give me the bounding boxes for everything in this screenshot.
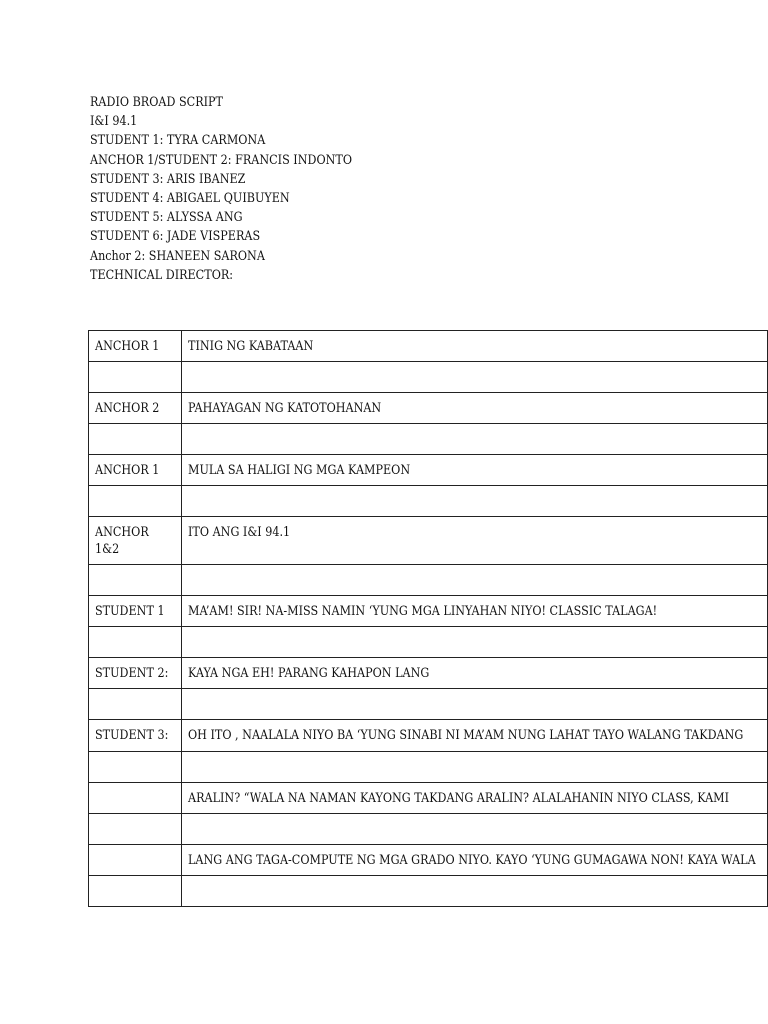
table-row [89,596,768,627]
dialogue-text: MULA SA HALIGI NG MGA KAMPEON [188,463,411,478]
dialogue-cell [182,565,768,596]
script-table [88,330,768,907]
table-row [89,814,768,845]
table-row [89,720,768,752]
dialogue-text: MA’AM! SIR! NA-MISS NAMIN ‘YUNG MGA LINYAHAN NIYO! CLASSIC TALAGA! [188,604,658,619]
dialogue-cell [182,627,768,658]
dialogue-text: KAYA NGA EH! PARANG KAHAPON LANG [188,666,430,681]
header-station: I&I 94.1 [90,114,138,130]
speaker-cell [89,720,182,752]
speaker-cell [89,658,182,689]
dialogue-cell [182,814,768,845]
dialogue-text: ARALIN? “WALA NA NAMAN KAYONG TAKDANG ARALIN? ALALAHANIN NIYO CLASS, KAMI [188,791,730,806]
dialogue-cell [182,689,768,720]
header-line: STUDENT 4: ABIGAEL QUIBUYEN [90,191,290,207]
table-row [89,424,768,455]
table-row [89,565,768,596]
speaker-cell [89,331,182,362]
speaker-cell [89,627,182,658]
table-row [89,486,768,517]
speaker-cell [89,393,182,424]
speaker-label: ANCHOR 1 [95,463,160,478]
header-line: STUDENT 6: JADE VISPERAS [90,229,261,245]
speaker-cell [89,814,182,845]
dialogue-text: TINIG NG KABATAAN [188,339,314,354]
dialogue-text: PAHAYAGAN NG KATOTOHANAN [188,401,382,416]
dialogue-text: LANG ANG TAGA-COMPUTE NG MGA GRADO NIYO. KAYO ‘YUNG GUMAGAWA NON! KAYA WALA [188,853,756,868]
header-line: TECHNICAL DIRECTOR: [90,267,234,283]
speaker-label: ANCHOR 2 [95,401,160,416]
speaker-cell [89,517,182,565]
dialogue-cell [182,393,768,424]
header-line: STUDENT 1: TYRA CARMONA [90,133,266,149]
dialogue-text: OH ITO , NAALALA NIYO BA ‘YUNG SINABI NI MA’AM NUNG LAHAT TAYO WALANG TAKDANG [188,728,744,743]
speaker-cell [89,845,182,876]
table-row [89,362,768,393]
header-line: STUDENT 3: ARIS IBANEZ [90,171,246,187]
speaker-cell [89,752,182,783]
dialogue-text: ITO ANG I&I 94.1 [188,525,291,540]
table-row [89,783,768,814]
speaker-cell [89,689,182,720]
dialogue-cell [182,658,768,689]
speaker-label: STUDENT 1 [95,604,165,619]
speaker-cell [89,424,182,455]
table-row [89,752,768,783]
table-row [89,845,768,876]
script-header [90,93,352,285]
header-line: STUDENT 5: ALYSSA ANG [90,210,243,226]
table-row [89,517,768,565]
dialogue-cell [182,783,768,814]
speaker-cell [89,596,182,627]
header-line: ANCHOR 1/STUDENT 2: FRANCIS INDONTO [90,152,353,168]
dialogue-cell [182,845,768,876]
header-line: Anchor 2: SHANEEN SARONA [90,248,265,264]
speaker-label: ANCHOR 1 [95,339,160,354]
speaker-label: STUDENT 2: [95,666,169,681]
table-row [89,658,768,689]
speaker-label: ANCHOR 1&2 [95,525,149,557]
speaker-cell [89,565,182,596]
speaker-label: STUDENT 3: [95,728,169,743]
dialogue-cell [182,720,768,752]
table-row [89,455,768,486]
dialogue-cell [182,876,768,907]
speaker-cell [89,455,182,486]
speaker-cell [89,362,182,393]
table-row [89,393,768,424]
dialogue-cell [182,331,768,362]
table-row [89,331,768,362]
dialogue-cell [182,596,768,627]
table-row [89,627,768,658]
speaker-cell [89,486,182,517]
header-title: RADIO BROAD SCRIPT [90,95,224,110]
table-row [89,876,768,907]
dialogue-cell [182,752,768,783]
dialogue-cell [182,362,768,393]
speaker-cell [89,783,182,814]
dialogue-cell [182,455,768,486]
speaker-cell [89,876,182,907]
dialogue-cell [182,486,768,517]
table-row [89,689,768,720]
dialogue-cell [182,517,768,565]
dialogue-cell [182,424,768,455]
